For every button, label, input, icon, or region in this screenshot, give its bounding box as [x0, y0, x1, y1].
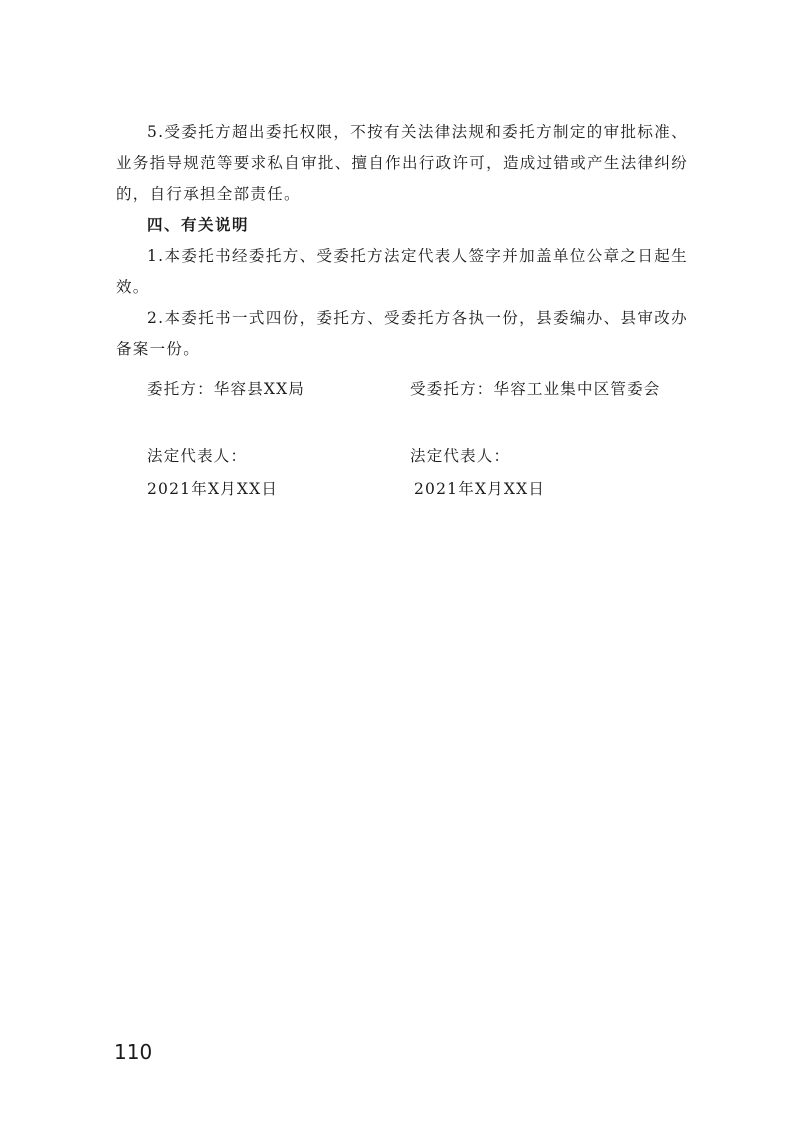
document-body	[116, 117, 688, 365]
paragraph-5: 5.受委托方超出委托权限，不按有关法律法规和委托方制定的审批标准、业务指导规范等要求私自审批、擅自作出行政许可，造成过错或产生法律纠纷的，自行承担全部责任。	[116, 123, 688, 203]
right-date: 2021年X月XX日	[414, 480, 546, 498]
right-party: 受委托方：华容工业集中区管委会	[410, 380, 661, 398]
section-heading: 四、有关说明	[147, 216, 250, 234]
note-2: 2.本委托书一式四份，委托方、受委托方各执一份，县委编办、县审改办备案一份。	[116, 309, 688, 358]
right-representative: 法定代表人：	[410, 447, 511, 465]
note-1: 1.本委托书经委托方、受委托方法定代表人签字并加盖单位公章之日起生效。	[116, 247, 688, 296]
left-date: 2021年X月XX日	[147, 480, 279, 498]
page-number: 110	[114, 1040, 153, 1064]
left-party: 委托方：华容县XX局	[147, 380, 306, 398]
left-representative: 法定代表人：	[147, 447, 248, 465]
